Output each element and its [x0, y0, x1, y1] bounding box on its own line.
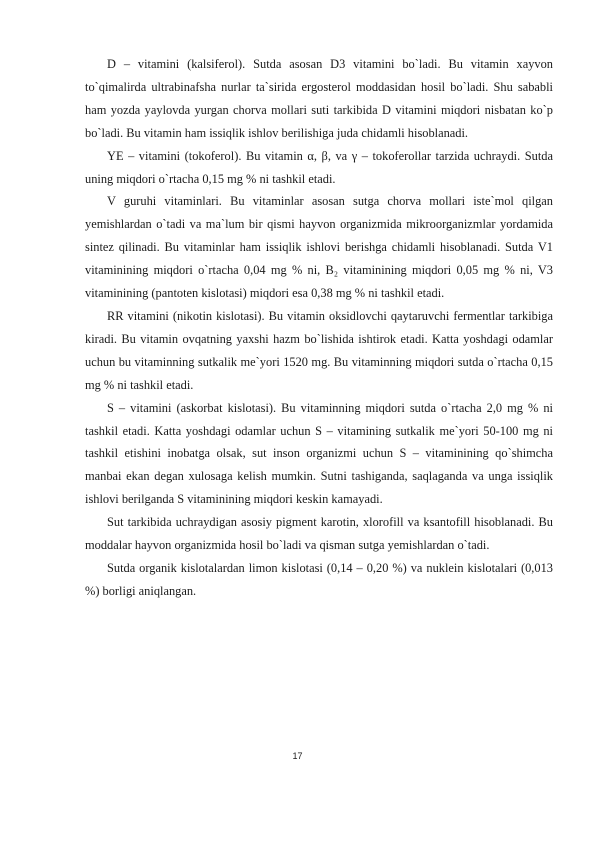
page-number: 17: [292, 751, 303, 761]
paragraph-organic-acids: Sutda organik kislotalardan limon kislotasi (0,14 – 0,20 %) va nuklein kislotalari (0,013 %) borligi aniqlangan.: [85, 560, 553, 598]
paragraph-vitamin-pp: RR vitamini (nikotin kislotasi). Bu vitamin oksidlovchi qaytaruvchi fermentlar tarkibiga kiradi. Bu vitamin ovqatning yaxshi hazm bo`lishida ishtirok etadi. Katta yoshdagi odamlar uchun bu vitaminning sutkalik me`yori 1520 mg. Bu vitaminning miqdori sutda o`rtacha 0,15 mg % ni tashkil etadi.: [85, 308, 553, 392]
paragraph-vitamin-c: S – vitamini (askorbat kislotasi). Bu vitaminning miqdori sutda o`rtacha 2,0 mg % ni tashkil etadi. Katta yoshdagi odamlar uchun S – vitamining sutkalik me`yori 50-100 mg ni tashkil etishini inobatga olsak, sut inson organizmi uchun S – vitaminining qo`shimcha manbai ekan degan xulosaga kelish mumkin. Sutni tashiganda, saqlaganda va unga issiqlik ishlovi berilganda S vitaminining miqdori keskin kamayadi.: [85, 400, 553, 507]
paragraph-vitamin-d: D – vitamini (kalsiferol). Sutda asosan D3 vitamini bo`ladi. Bu vitamin xayvon to`qimalirda ultrabinafsha nurlar ta`sirida ergosterol moddasidan hosil bo`ladi. Shu sababli ham yozda yaylovda yurgan chorva mollari suti tarkibida D vitamini miqdori nisbatan ko`p bo`ladi. Bu vitamin ham issiqlik ishlov berilishiga juda chidamli hisoblanadi.: [85, 57, 553, 140]
paragraph-vitamin-e: YE – vitamini (tokoferol). Bu vitamin α, β, va γ – tokoferollar tarzida uchraydi. Sutda uning miqdori o`rtacha 0,15 mg % ni tashkil etadi.: [85, 148, 553, 186]
paragraph-vitamin-b-group: V guruhi vitaminlari. Bu vitaminlar asosan sutga chorva mollari iste`mol qilgan yemishlardan o`tadi va ma`lum bir qismi hayvon organizmida mikroorganizmlar yordamida sintez qilinadi. Bu vitaminlar ham issiqlik ishlovi berishga chidamli hisoblanadi. Sutda V1 vitaminining miqdori o`rtacha 0,04 mg % ni, B₂ vitaminining miqdori 0,05 mg % ni, V3 vitaminining (pantoten kislotasi) miqdori esa 0,38 mg % ni tashkil etadi.: [85, 194, 553, 301]
body-text: [85, 53, 553, 603]
paragraph-pigments: Sut tarkibida uchraydigan asosiy pigment karotin, xlorofill va ksantofill hisoblanadi. Bu moddalar hayvon organizmida hosil bo`ladi va qisman sutga yemishlardan o`tadi.: [85, 515, 553, 553]
